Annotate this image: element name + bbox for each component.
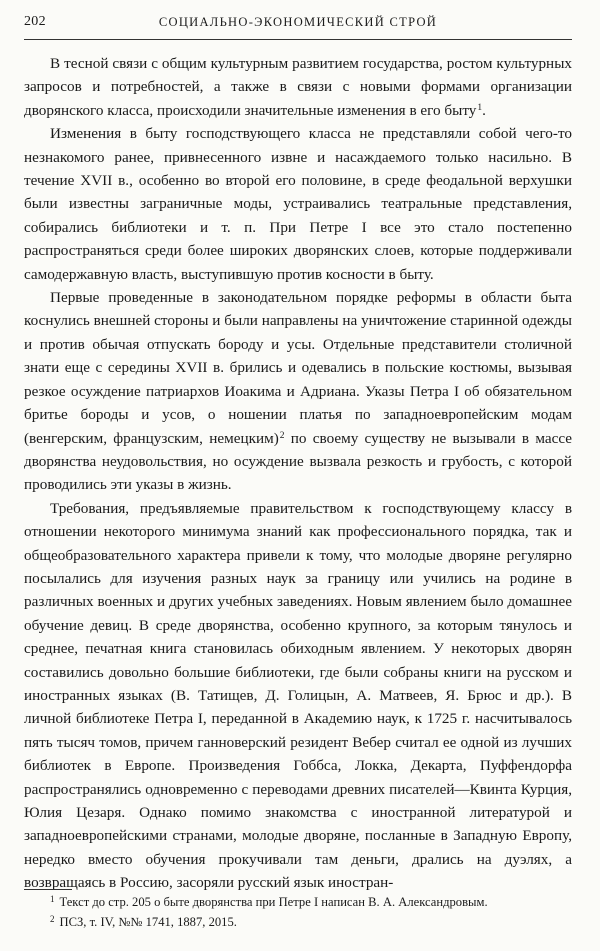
footnote-2-text: ПСЗ, т. IV, №№ 1741, 1887, 2015. bbox=[59, 914, 237, 929]
footnote-2-mark: 2 bbox=[50, 913, 55, 924]
page-number: 202 bbox=[24, 14, 46, 29]
header-rule bbox=[24, 39, 572, 40]
paragraph-1-text: В тесной связи с общим культурным развитием государства, ростом культурных запросов и потребностей, а также в связи с новыми формами организации дворянского класса, происходили значительные изменения в его быту bbox=[24, 55, 572, 119]
paragraph-1 bbox=[24, 52, 572, 122]
paragraph-4: Требования, предъявляемые правительством к господствующему классу в отношении некоторого минимума знаний как профессионального порядка, так и общеобразовательного характера привели к тому, что молодые дворяне регулярно посылались для изучения разных наук за границу или учились на родине в различных военных и других учебных заведениях. Новым явлением было домашнее обучение девиц. В среде дворянства, особенно крупного, за которым тянулось и среднее, печатная книга становилась обиходным явлением. У некоторых дворян составились довольно большие библиотеки, где были собраны книги на русском и иностранных языках (В. Татищев, Д. Голицын, А. Матвеев, Я. Брюс и др.). В личной библиотеке Петра I, переданной в Академию наук, к 1725 г. насчитывалось пять тысяч томов, причем ганноверский резидент Вебер считал ее одной из лучших библиотек в Европе. Произведения Гоббса, Локка, Декарта, Пуффендорфа распространялись одновременно с переводами древних писателей—Квинта Курция, Юлия Цезаря. Однако помимо знакомства с иностранной литературой и западноевропейскими странами, молодые дворяне, посланные в Западную Европу, нередко вместо обучения прокучивали там деньги, дрались на дуэлях, а возвращаясь в Россию, засоряли русский язык иностран- bbox=[24, 499, 572, 892]
footnote-1-mark: 1 bbox=[50, 894, 55, 904]
footnote-1-text: Текст до стр. 205 о быте дворянства при Петре I написан В. А. Александровым. bbox=[59, 895, 488, 909]
footnote-2 bbox=[24, 913, 572, 933]
footnotes bbox=[24, 893, 572, 932]
footnote-ref-2[interactable]: 2 bbox=[279, 430, 285, 441]
body-text bbox=[24, 52, 572, 895]
paragraph-2: Изменения в быту господствующего класса не представляли собой чего-то незнакомого ранее, привнесенного извне и насаждаемого только насильно. В течение XVII в., особенно во второй его половине, в среде феодальной верхушки были известны заграничные моды, устраивались театральные представления, собирались библиотеки и т. п. При Петре I все это стало постепенно распространяться среди более широких дворянских слоев, которые поддерживали самодержавную власть, выступившую против косности в быту. bbox=[24, 125, 572, 283]
paragraph-3 bbox=[24, 286, 572, 497]
footnote-1 bbox=[24, 893, 572, 913]
running-title: СОЦИАЛЬНО-ЭКОНОМИЧЕСКИЙ СТРОЙ bbox=[158, 15, 438, 29]
footnote-rule bbox=[24, 889, 72, 890]
paragraph-1-end: . bbox=[482, 101, 486, 119]
paragraph-3-text-before: Первые проведенные в законодательном порядке реформы в области быта коснулись внешней стороны и были направлены на уничтожение старинной одежды и против обычая отпускать бороду и усы. Отдельные представители столичной знати еще с середины XVII в. брились и одевались в польские костюмы, вызывая резкое осуждение патриархов Иоакима и Адриана. Указы Петра I об обязательном бритье бороды и усов, о ношении платья по западноевропейским модам (венгерским, французским, немецким) bbox=[24, 289, 572, 447]
footnote-ref-1[interactable]: 1 bbox=[477, 102, 483, 113]
page-header bbox=[24, 14, 572, 34]
paragraph-3-text-after: по своему существу не вызывали в массе дворянства неудовольствия, но осуждение вызвала резкость и грубость, с которой проводились эти указы в жизнь. bbox=[24, 429, 573, 494]
